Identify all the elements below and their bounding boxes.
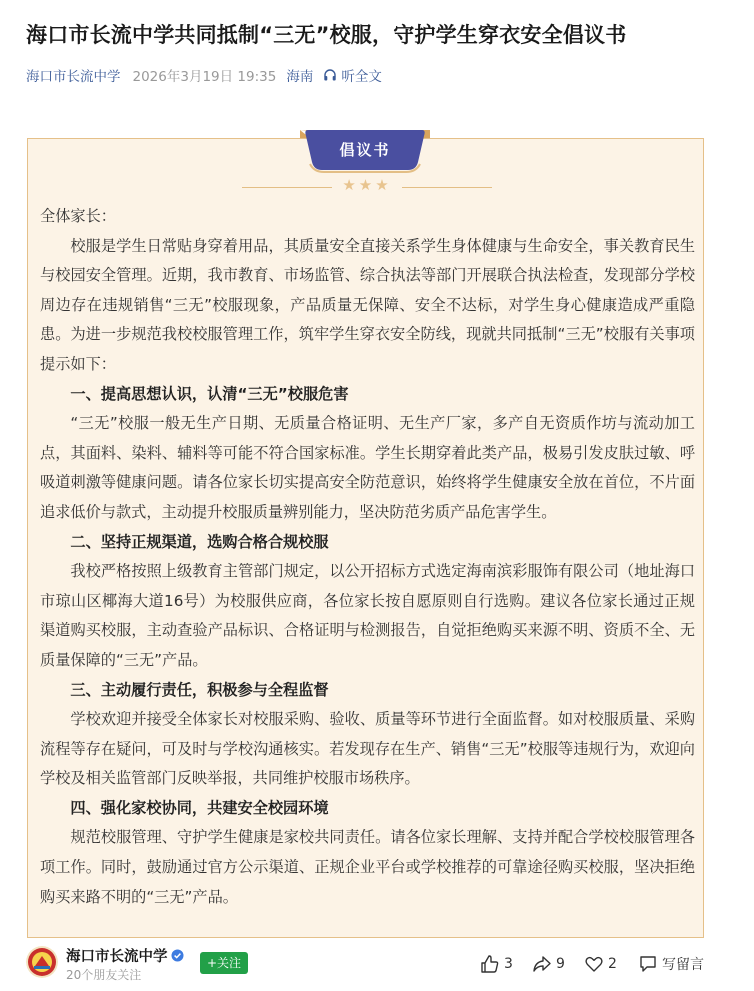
footer-bar [0,940,754,991]
section-heading: 四、强化家校协同，共建安全校园环境 [70,798,329,817]
share-button[interactable] [532,952,565,976]
thumbs-up-icon [480,954,500,974]
friends-follow-count: 20个朋友关注 [66,968,142,982]
verified-icon [171,949,184,962]
headphones-icon [323,68,337,82]
article-title: 海口市长流中学共同抵制“三无”校服，守护学生穿衣安全倡议书 [26,23,627,47]
like-button[interactable] [480,952,513,976]
favorite-button[interactable] [584,952,617,976]
comment-button[interactable] [638,952,704,976]
avatar[interactable] [26,946,58,978]
deco-line-left [242,187,332,188]
listen-label: 听全文 [341,69,382,85]
banner-title: 倡议书 [339,141,391,159]
section-body: “三无”校服一般无生产日期、无质量合格证明、无生产厂家，多产自无资质作坊与流动加工点，其面料、染料、辅料等可能不符合国家标准。学生长期穿着此类产品，极易引发皮肤过敏、呼吸道刺激等健康问题。请各位家长切实提高安全防范意识，始终将学生健康安全放在首位，不片面追求低价与款式，主动提升校服质量辨别能力，坚决防范劣质产品危害学生。 [40,414,695,521]
article-meta [26,64,382,86]
section-body: 学校欢迎并接受全体家长对校服采购、验收、质量等环节进行全面监督。如对校服质量、采购流程等存在疑问，可及时与学校沟通核实。若发现存在生产、销售“三无”校服等违规行为，欢迎向学校及相关监管部门反映举报，共同维护校服市场秩序。 [40,710,695,788]
share-icon [532,954,552,974]
section-body: 规范校服管理、守护学生健康是家校共同责任。请各位家长理解、支持并配合学校校服管理各项工作。同时，鼓励通过官方公示渠道、正规企业平台或学校推荐的可靠途径购买校服，坚决拒绝购买来路不明的“三无”产品。 [40,828,695,906]
section-heading: 三、主动履行责任，积极参与全程监督 [70,680,329,699]
share-count: 9 [556,956,565,972]
deco-line-right [402,187,492,188]
like-count: 3 [504,956,513,972]
intro-paragraph: 校服是学生日常贴身穿着用品，其质量安全直接关系学生身体健康与生命安全，事关教育民生与校园安全管理。近期，我市教育、市场监管、综合执法等部门开展联合执法检查，发现部分学校周边存在违规销售“三无”校服现象，产品质量无保障、安全不达标，对学生身心健康造成严重隐患。为进一步规范我校校服管理工作，筑牢学生穿衣安全防线，现就共同抵制“三无”校服有关事项提示如下： [40,236,695,373]
proposal-content [40,202,695,912]
author-link[interactable]: 海口市长流中学 [26,69,121,85]
favorite-count: 2 [608,956,617,972]
follow-button[interactable]: +关注 [200,952,248,974]
section-body: 我校严格按照上级教育主管部门规定，以公开招标方式选定海南滨彩服饰有限公司（地址海口市琼山区椰海大道16号）为校服供应商，各位家长按自愿原则自行选购。建议各位家长通过正规渠道购买校服，主动查验产品标识、合格证明与检测报告，自觉拒绝购买来源不明、资质不全、无质量保障的“三无”产品。 [40,562,695,669]
section-heading: 一、提高思想认识，认清“三无”校服危害 [70,384,349,403]
salutation: 全体家长： [40,207,116,225]
listen-button[interactable] [323,65,382,85]
heart-icon [584,954,604,974]
comment-label: 写留言 [662,957,704,973]
location: 海南 [286,69,314,85]
comment-icon [638,954,658,974]
publish-time: 2026年3月19日 19:35 [132,69,277,85]
stars-decoration: ★★★ [342,176,392,194]
account-name[interactable] [66,945,184,966]
school-emblem-icon [26,946,58,978]
account-name-text: 海口市长流中学 [66,949,168,965]
section-heading: 二、坚持正规渠道，选购合格合规校服 [70,532,329,551]
